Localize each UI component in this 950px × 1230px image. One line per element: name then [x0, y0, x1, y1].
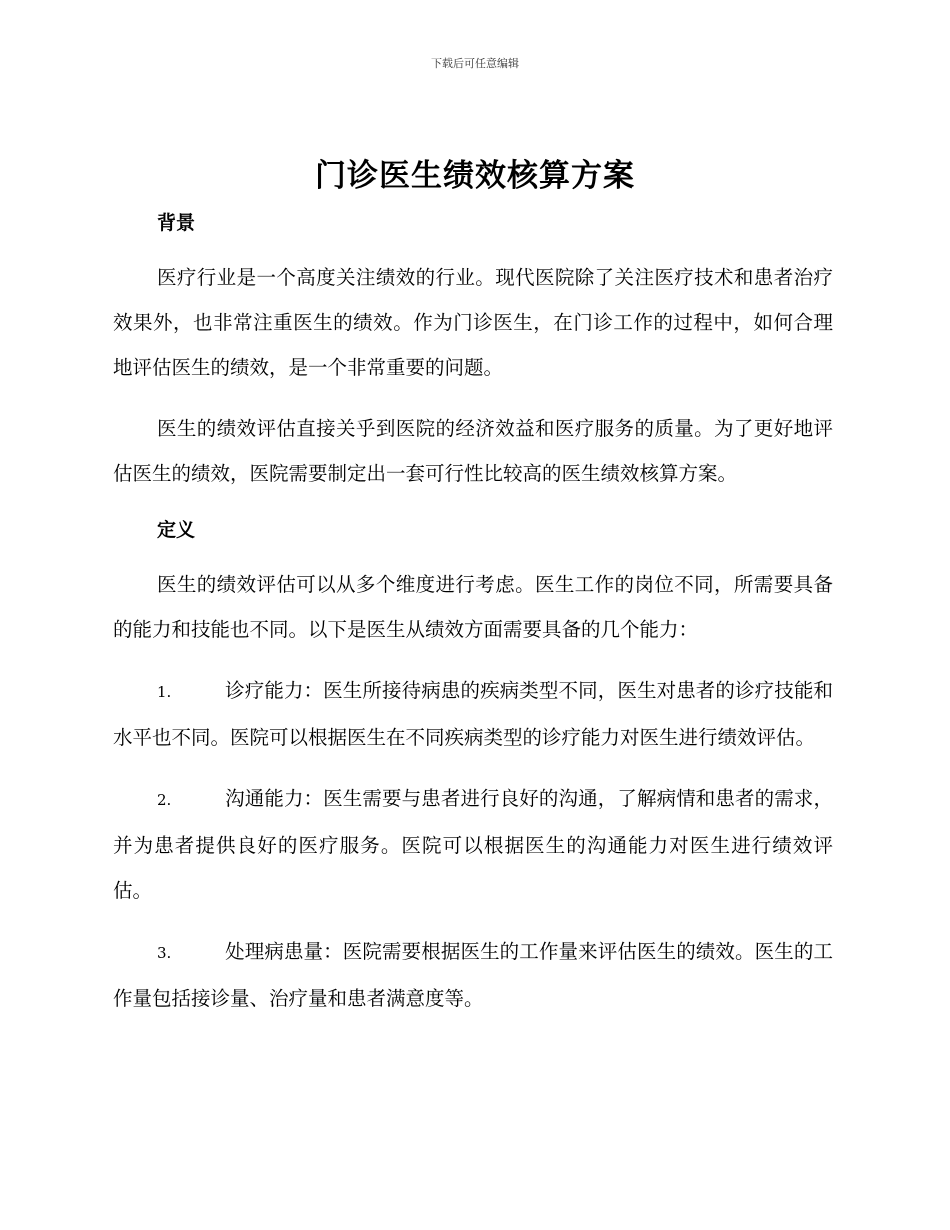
list-item-text: 诊疗能力：医生所接待病患的疾病类型不同，医生对患者的诊疗技能和水平也不同。医院可以根据医生在不同疾病类型的诊疗能力对医生进行绩效评估。 — [113, 679, 833, 749]
document-title: 门诊医生绩效核算方案 — [315, 158, 635, 194]
section-background — [113, 205, 833, 496]
page-header-note: 下载后可任意编辑 — [431, 57, 519, 70]
list-item — [113, 776, 833, 913]
section-definition — [113, 512, 833, 1021]
section-heading-definition: 定义 — [157, 519, 196, 541]
list-item — [113, 929, 833, 1021]
paragraph: 医疗行业是一个高度关注绩效的行业。现代医院除了关注医疗技术和患者治疗效果外，也非常注重医生的绩效。作为门诊医生，在门诊工作的过程中，如何合理地评估医生的绩效，是一个非常重要的问题。 — [113, 266, 833, 379]
list-item-text: 处理病患量：医院需要根据医生的工作量来评估医生的绩效。医生的工作量包括接诊量、治疗量和患者满意度等。 — [113, 940, 833, 1010]
section-heading-background: 背景 — [157, 212, 196, 234]
list-item-number: 3. — [157, 944, 172, 962]
paragraph: 医生的绩效评估直接关乎到医院的经济效益和医疗服务的质量。为了更好地评估医生的绩效，医院需要制定出一套可行性比较高的医生绩效核算方案。 — [113, 417, 833, 485]
document-body — [113, 205, 833, 1021]
list-item-number: 2. — [157, 791, 172, 809]
list-item-text: 沟通能力：医生需要与患者进行良好的沟通，了解病情和患者的需求，并为患者提供良好的医疗服务。医院可以根据医生的沟通能力对医生进行绩效评估。 — [113, 787, 833, 902]
paragraph: 医生的绩效评估可以从多个维度进行考虑。医生工作的岗位不同，所需要具备的能力和技能也不同。以下是医生从绩效方面需要具备的几个能力： — [113, 573, 833, 641]
list-item — [113, 668, 833, 760]
list-item-number: 1. — [157, 683, 172, 701]
